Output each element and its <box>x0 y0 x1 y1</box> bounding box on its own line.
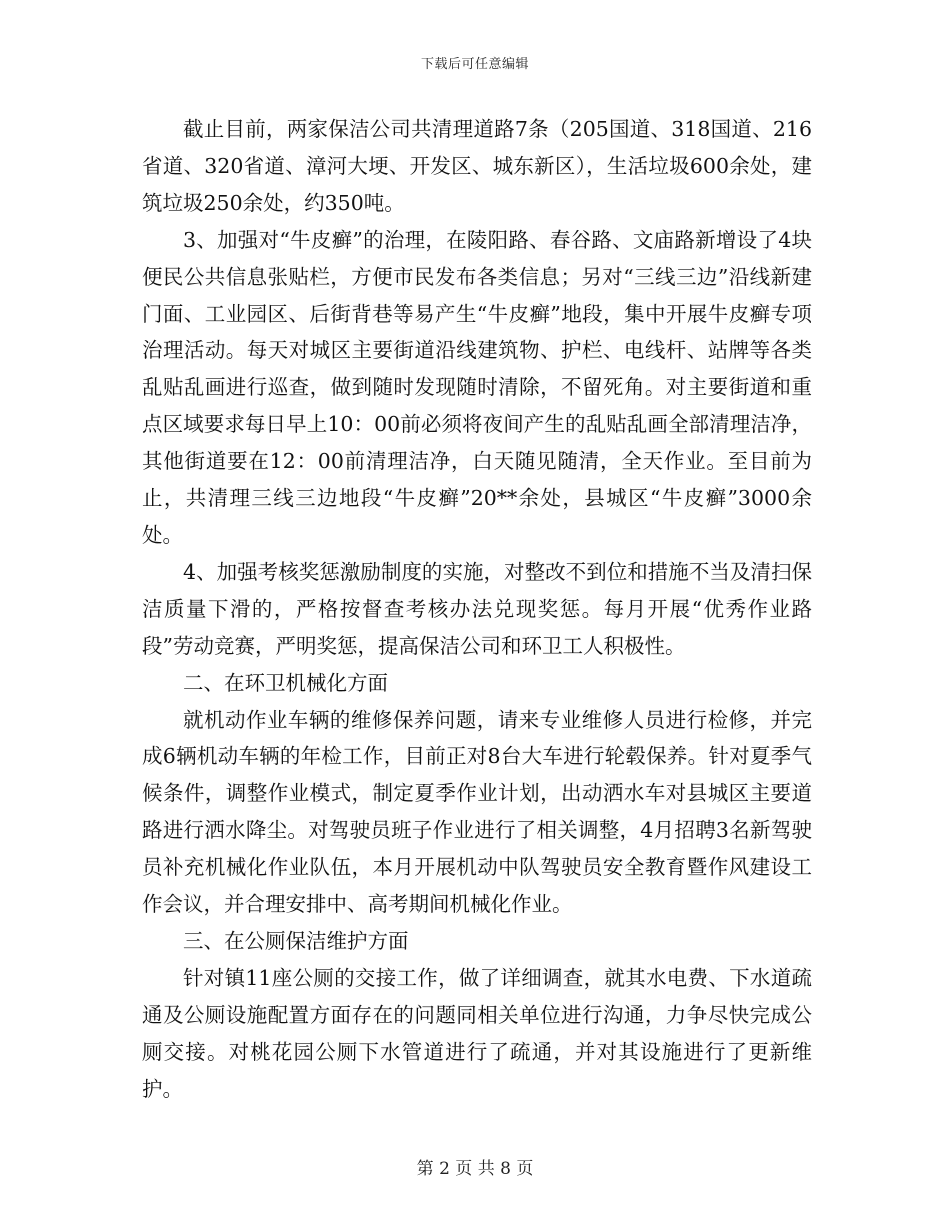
paragraph-item-3: 3、加强对“牛皮癣”的治理，在陵阳路、春谷路、文庙路新增设了4块便民公共信息张贴栏，方便市民发布各类信息；另对“三线三边”沿线新建门面、工业园区、后街背巷等易产生“牛皮癣”地段，集中开展牛皮癣专项治理活动。每天对城区主要街道沿线建筑物、护栏、电线杆、站牌等各类乱贴乱画进行巡查，做到随时发现随时清除，不留死角。对主要街道和重点区域要求每日早上10：00前必须将夜间产生的乱贴乱画全部清理洁净，其他街道要在12：00前清理洁净，白天随见随清，全天作业。至目前为止，共清理三线三边地段“牛皮癣”20**余处，县城区“牛皮癣”3000余处。 <box>142 227 812 547</box>
paragraph-summary: 截止目前，两家保洁公司共清理道路7条（205国道、318国道、216省道、320省道、漳河大埂、开发区、城东新区），生活垃圾600余处，建筑垃圾250余处，约350吨。 <box>142 117 812 215</box>
document-body <box>142 111 812 1107</box>
page-footer: 第 2 页 共 8 页 <box>416 1159 534 1179</box>
paragraph-mechanization: 就机动作业车辆的维修保养问题，请来专业维修人员进行检修，并完成6辆机动车辆的年检工作，目前正对8台大车进行轮毂保养。针对夏季气候条件，调整作业模式，制定夏季作业计划，出动洒水车对县城区主要道路进行洒水降尘。对驾驶员班子作业进行了相关调整，4月招聘3名新驾驶员补充机械化作业队伍，本月开展机动中队驾驶员安全教育暨作风建设工作会议，并合理安排中、高考期间机械化作业。 <box>142 707 812 917</box>
section-heading-toilets: 三、在公厕保洁维护方面 <box>183 928 409 953</box>
paragraph-item-4: 4、加强考核奖惩激励制度的实施，对整改不到位和措施不当及清扫保洁质量下滑的，严格按督查考核办法兑现奖惩。每月开展“优秀作业路段”劳动竞赛，严明奖惩，提高保洁公司和环卫工人积极性。 <box>142 559 812 658</box>
section-heading-mechanization: 二、在环卫机械化方面 <box>183 670 388 695</box>
paragraph-toilets: 针对镇11座公厕的交接工作，做了详细调查，就其水电费、下水道疏通及公厕设施配置方面存在的问题同相关单位进行沟通，力争尽快完成公厕交接。对桃花园公厕下水管道进行了疏通，并对其设施进行了更新维护。 <box>142 965 812 1101</box>
page-header: 下载后可任意编辑 <box>420 57 529 72</box>
